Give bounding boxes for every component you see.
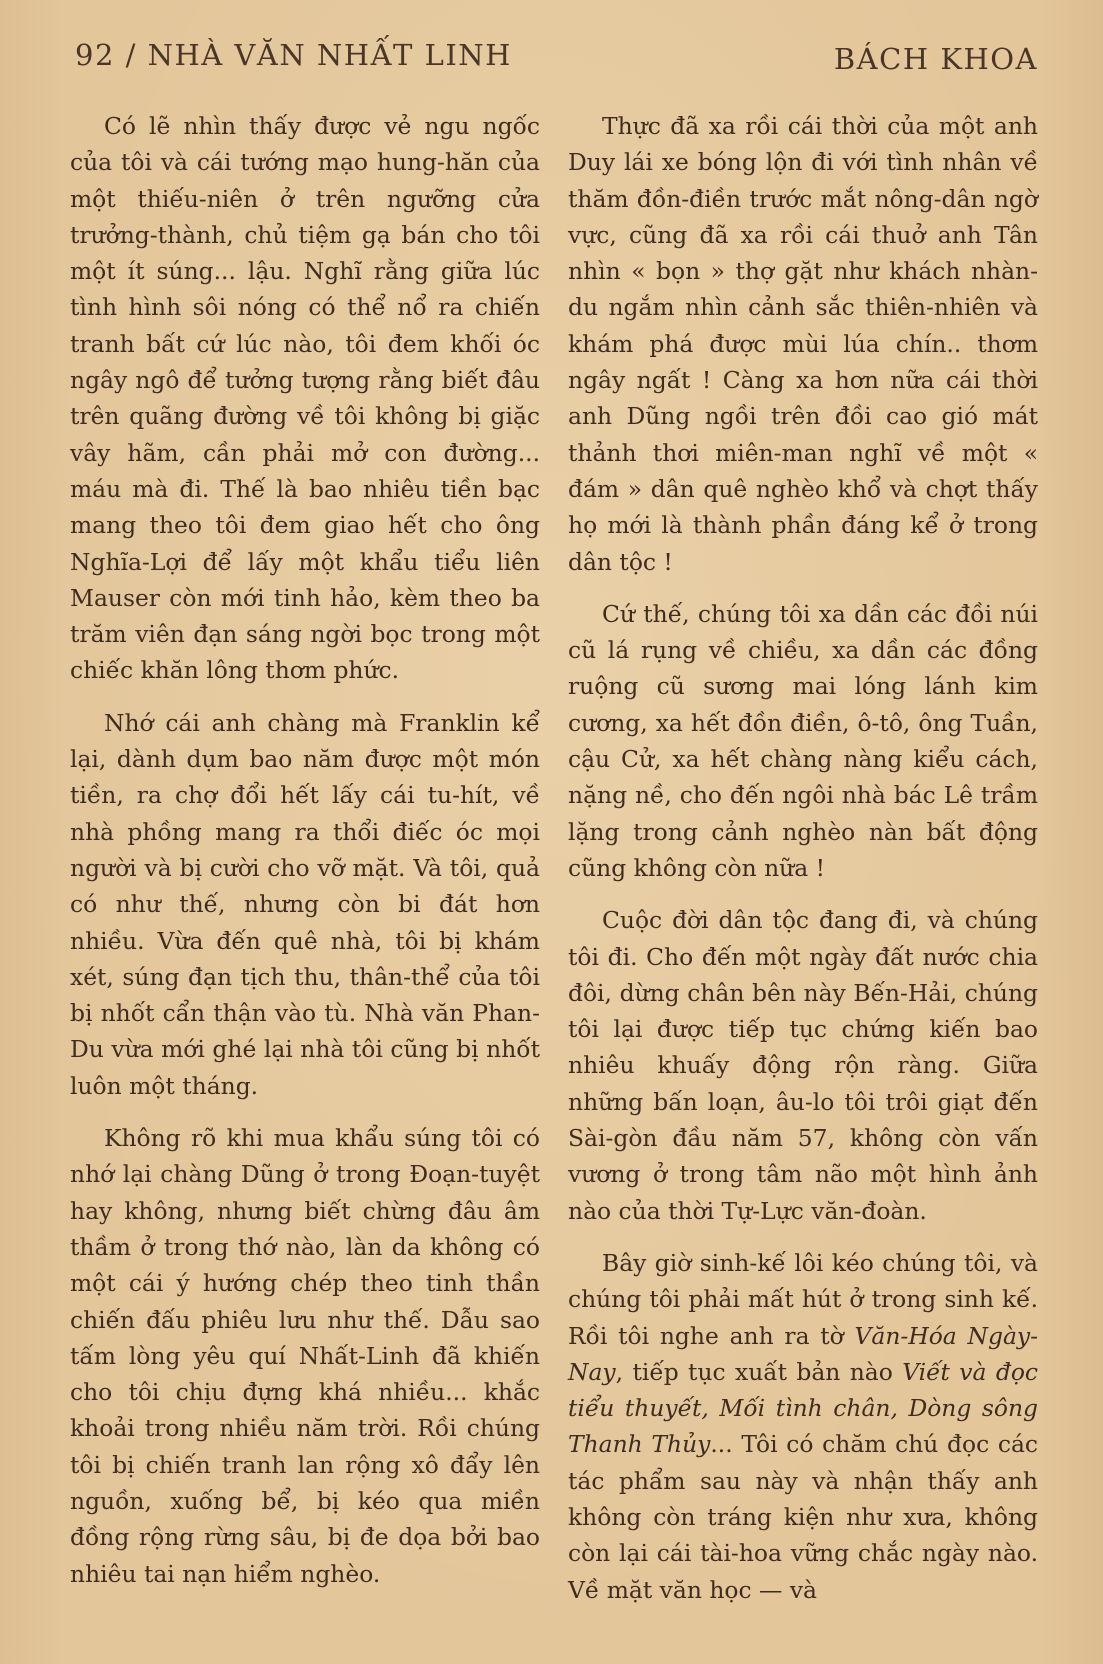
paragraph: Cuộc đời dân tộc đang đi, và chúng tôi đi. Cho đến một ngày đất nước chia đôi, dừng chân bên này Bến-Hải, chúng tôi lại được tiếp tục chứng kiến bao nhiêu khuấy động rộn ràng. Giữa những bấn loạn, âu-lo tôi trôi giạt đến Sài-gòn đầu năm 57, không còn vấn vương ở trong tâm não một hình ảnh nào của thời Tự-Lực văn-đoàn.	[568, 906, 1038, 1225]
text-run: , tiếp tục xuất bản nào	[615, 1357, 903, 1386]
running-head	[0, 38, 1103, 78]
text-run: ... Tôi có chăm chú đọc các tác phẩm sau này và nhận thấy anh không còn tráng kiện như xưa, không còn lại cái tài-hoa vững chắc ngày nào. Về mặt văn học — và	[568, 1430, 1039, 1604]
italic-title: Văn-Hóa Ngày-Nay	[568, 1321, 1039, 1386]
italic-title: Viết và đọc tiểu thuyết, Mối tình chân, Dòng sông Thanh Thủy	[568, 1357, 1038, 1459]
paragraph: Cứ thế, chúng tôi xa dần các đồi núi cũ lá rụng về chiều, xa dần các đồng ruộng cũ sương mai lóng lánh kim cương, xa hết đồn điền, ô-tô, ông Tuần, cậu Cử, xa hết chàng nàng kiểu cách, nặng nề, cho đến ngôi nhà bác Lê trầm lặng trong cảnh nghèo nàn bất động cũng không còn nữa !	[568, 599, 1038, 882]
paragraph: Nhớ cái anh chàng mà Franklin kể lại, dành dụm bao năm được một món tiền, ra chợ đổi hết lấy cái tu-hít, về nhà phồng mang ra thổi điếc óc mọi người và bị cười cho vỡ mặt. Và tôi, quả có như thế, nhưng còn bi đát hơn nhiều. Vừa đến quê nhà, tôi bị khám xét, súng đạn tịch thu, thân-thể của tôi bị nhốt cẩn thận vào tù. Nhà văn Phan-Du vừa mới ghé lại nhà tôi cũng bị nhốt luôn một tháng.	[70, 708, 540, 1100]
page-header-left: 92 / NHÀ VĂN NHẤT LINH	[75, 38, 512, 72]
text-run: Bây giờ sinh-kế lôi kéo chúng tôi, và chúng tôi phải mất hút ở trong sinh kế. Rồi tôi nghe anh ra tờ	[568, 1248, 1038, 1350]
paragraph: Có lẽ nhìn thấy được vẻ ngu ngốc của tôi và cái tướng mạo hung-hăn của một thiếu-niên ở trên ngưỡng cửa trưởng-thành, chủ tiệm gạ bán cho tôi một ít súng... lậu. Nghĩ rằng giữa lúc tình hình sôi nóng có thể nổ ra chiến tranh bất cứ lúc nào, tôi đem khối óc ngây ngô để tưởng tượng rằng biết đâu trên quãng đường về tôi không bị giặc vây hãm, cần phải mở con đường... máu mà đi. Thế là bao nhiêu tiền bạc mang theo tôi đem giao hết cho ông Nghĩa-Lợi để lấy một khẩu tiểu liên Mauser còn mới tinh hảo, kèm theo ba trăm viên đạn sáng ngời bọc trong một chiếc khăn lông thơm phức.	[70, 112, 540, 685]
paragraph: Không rõ khi mua khẩu súng tôi có nhớ lại chàng Dũng ở trong Đoạn-tuyệt hay không, nhưng biết chừng đâu âm thầm ở trong thớ nào, làn da không có một cái ý hướng chép theo tinh thần chiến đấu phiêu lưu như thế. Dẫu sao tấm lòng yêu quí Nhất-Linh đã khiến cho tôi chịu đựng khá nhiều... khắc khoải trong nhiều năm trời. Rồi chúng tôi bị chiến tranh lan rộng xô đẩy lên nguồn, xuống bể, bị kéo qua miền đồng rộng rừng sâu, bị đe dọa bởi bao nhiêu tai nạn hiểm nghèo.	[70, 1124, 540, 1588]
paragraph	[568, 1245, 1038, 1608]
left-column	[70, 108, 540, 1608]
paragraph: Thực đã xa rồi cái thời của một anh Duy lái xe bóng lộn đi với tình nhân về thăm đồn-điền trước mắt nông-dân ngờ vực, cũng đã xa rồi cái thuở anh Tân nhìn « bọn » thợ gặt như khách nhàn-du ngắm nhìn cảnh sắc thiên-nhiên và khám phá được mùi lúa chín.. thơm ngây ngất ! Càng xa hơn nữa cái thời anh Dũng ngồi trên đồi cao gió mát thảnh thơi miên-man nghĩ về một « đám » dân quê nghèo khổ và chợt thấy họ mới là thành phần đáng kể ở trong dân tộc !	[568, 112, 1038, 576]
page-header-right: BÁCH KHOA	[833, 42, 1038, 76]
right-column	[568, 108, 1038, 1624]
